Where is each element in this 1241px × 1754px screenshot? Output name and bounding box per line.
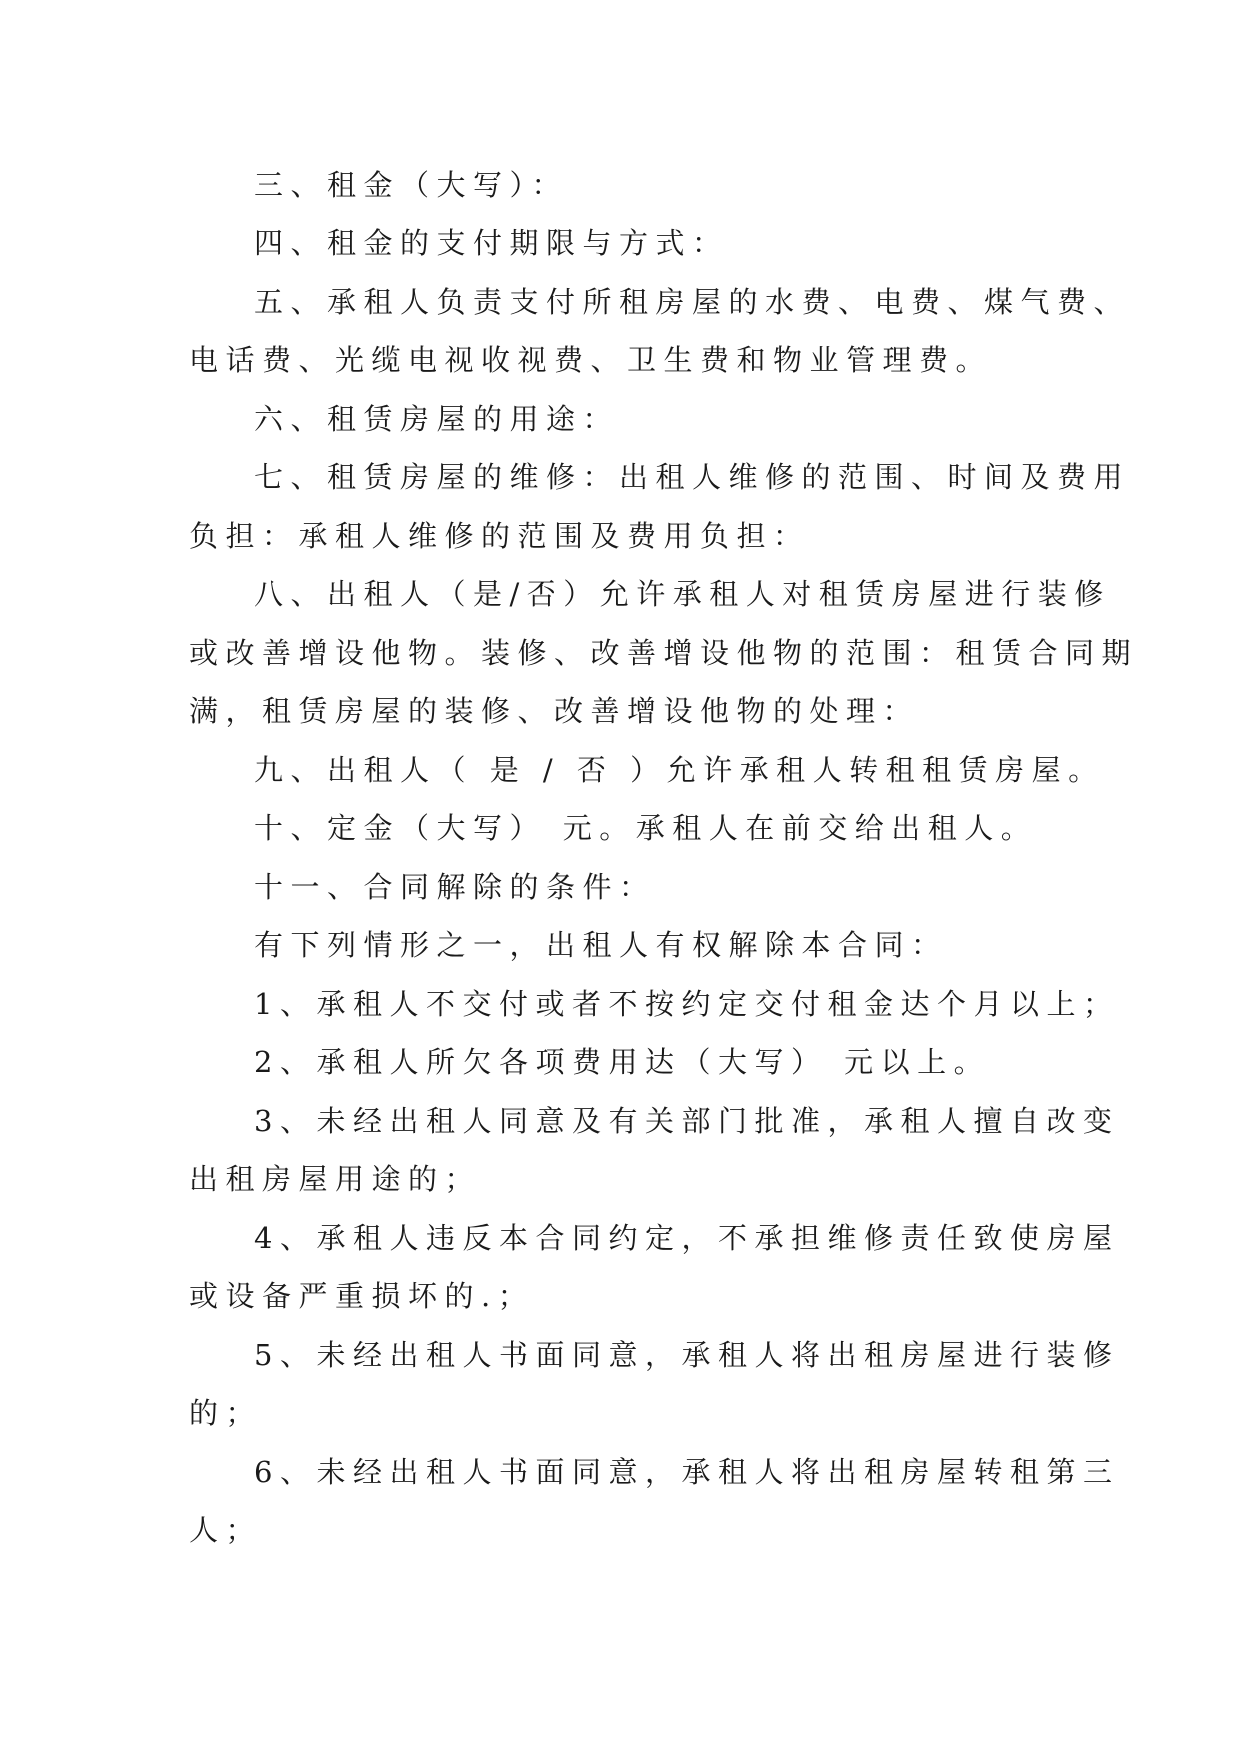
termination-item-2: 2、承租人所欠各项费用达（大写） 元以上。 bbox=[254, 1045, 991, 1079]
clause-8-renovation-cont2: 满，租赁房屋的装修、改善增设他物的处理： bbox=[189, 694, 920, 728]
clause-4-payment-terms: 四、租金的支付期限与方式： bbox=[254, 226, 729, 260]
clause-5-utilities-cont: 电话费、光缆电视收视费、卫生费和物业管理费。 bbox=[189, 343, 993, 377]
termination-item-4-cont: 或设备严重损坏的.； bbox=[189, 1279, 535, 1313]
termination-item-5: 5、未经出租人书面同意，承租人将出租房屋进行装修 bbox=[254, 1338, 1120, 1372]
termination-item-6: 6、未经出租人书面同意，承租人将出租房屋转租第三 bbox=[254, 1455, 1120, 1489]
termination-item-5-cont: 的； bbox=[189, 1396, 263, 1430]
clause-8-renovation-cont1: 或改善增设他物。装修、改善增设他物的范围：租赁合同期 bbox=[189, 636, 1139, 670]
clause-7-repairs: 七、租赁房屋的维修：出租人维修的范围、时间及费用 bbox=[254, 460, 1131, 494]
termination-intro: 有下列情形之一，出租人有权解除本合同： bbox=[254, 928, 948, 962]
clause-6-usage: 六、租赁房屋的用途： bbox=[254, 402, 620, 436]
termination-item-1: 1、承租人不交付或者不按约定交付租金达个月以上； bbox=[254, 987, 1120, 1021]
termination-item-3-cont: 出租房屋用途的； bbox=[189, 1162, 482, 1196]
clause-10-deposit: 十、定金（大写） 元。承租人在前交给出租人。 bbox=[254, 811, 1038, 845]
clause-7-repairs-cont: 负担：承租人维修的范围及费用负担： bbox=[189, 519, 810, 553]
clause-11-termination: 十一、合同解除的条件： bbox=[254, 870, 656, 904]
clause-3-rent: 三、租金（大写）： bbox=[254, 168, 569, 202]
clause-5-utilities: 五、承租人负责支付所租房屋的水费、电费、煤气费、 bbox=[254, 285, 1131, 319]
clause-9-sublease: 九、出租人（ 是 / 否 ）允许承租人转租租赁房屋。 bbox=[254, 753, 1105, 787]
termination-item-4: 4、承租人违反本合同约定，不承担维修责任致使房屋 bbox=[254, 1221, 1120, 1255]
termination-item-6-cont: 人； bbox=[189, 1513, 263, 1547]
termination-item-3: 3、未经出租人同意及有关部门批准，承租人擅自改变 bbox=[254, 1104, 1120, 1138]
clause-8-renovation: 八、出租人（是/否）允许承租人对租赁房屋进行装修 bbox=[254, 577, 1111, 611]
